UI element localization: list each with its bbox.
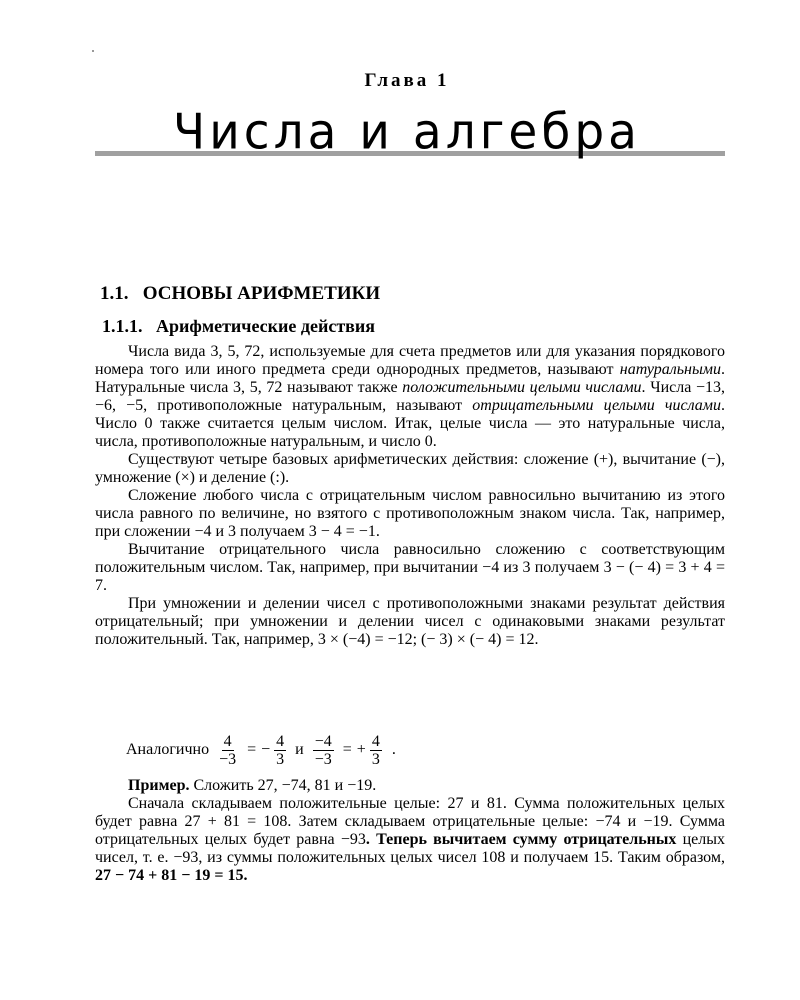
- example-label: Пример.: [128, 777, 190, 794]
- fraction-example: [126, 730, 396, 770]
- example-solution: [95, 795, 725, 885]
- paragraph-addition: Сложение любого числа с отрицательным числом равносильно вычитанию из этого числа равного по величине, но взятого с противоположным знаком числа. Так, например, при сложении −4 и 3 получаем 3 − 4 = −1.: [95, 487, 725, 540]
- text-run: целых чисел, т. е. −93, из суммы положительных целых чисел 108 и получаем 15. Таким образом,: [95, 831, 725, 866]
- scan-speck: [92, 50, 94, 52]
- example-task-text: Сложить 27, −74, 81 и −19.: [189, 777, 377, 794]
- fraction-1: [217, 733, 238, 768]
- equals-sign: =: [247, 741, 257, 758]
- equals-sign: =: [342, 741, 352, 758]
- fraction-denominator: −3: [219, 750, 237, 768]
- fraction-4: [370, 733, 382, 768]
- fraction-numerator: −4: [314, 732, 332, 750]
- minus-sign: −: [261, 741, 271, 758]
- chapter-title: Числа и алгебра: [173, 103, 641, 162]
- paragraph-subtraction: Вычитание отрицательного числа равносильно сложению с соответствующим положительным числом. Так, например, при вычитании −4 из 3 получаем 3 − (− 4) = 3 + 4 = 7.: [95, 541, 725, 594]
- bold-text: 27 − 74 + 81 − 19 = 15.: [95, 867, 248, 884]
- fraction-lead-text: Аналогично: [126, 741, 210, 758]
- section-heading: 1.1. ОСНОВЫ АРИФМЕТИКИ: [100, 283, 381, 304]
- paragraph-operations: Существуют четыре базовых арифметических действия: сложение (+), вычитание (−), умножение (×) и деление (:).: [95, 451, 725, 486]
- paragraph-natural-numbers: [95, 343, 725, 451]
- fraction-numerator: 4: [223, 732, 232, 750]
- text-run: . Числа −13, −6, −5, противоположные натуральным, называют: [95, 379, 726, 414]
- fraction-denominator: −3: [314, 750, 332, 768]
- fraction-2: [274, 733, 286, 768]
- italic-term: положительными целыми числами: [402, 379, 642, 396]
- paragraph-multiplication: При умножении и делении чисел с противоположными знаками результат действия отрицательный; при умножении и делении чисел с одинаковыми знаками результат положительный. Так, например, 3 × (−4) = −12; (− 3) × (− 4) = 12.: [95, 595, 725, 648]
- body-text: [95, 343, 725, 649]
- plus-sign: +: [356, 741, 366, 758]
- example-task: [95, 777, 725, 795]
- bold-text: . Теперь вычитаем сумму отрицательных: [365, 831, 677, 848]
- fraction-numerator: 4: [371, 732, 380, 750]
- subsection-heading: 1.1.1. Арифметические действия: [102, 316, 376, 336]
- conjunction: и: [295, 741, 304, 758]
- text-run: . Число 0 также считается целым числом. Итак, целые числа — это натуральные числа, числа, противоположные натуральным, и число 0.: [95, 397, 725, 450]
- text-run: Числа вида 3, 5, 72, используемые для счета предметов или для указания порядкового номера того или иного предмета среди однородных предметов, называют: [95, 343, 725, 378]
- fraction-denominator: 3: [276, 750, 285, 768]
- chapter-label: Глава 1: [364, 70, 450, 91]
- text-run: Сначала складываем положительные целые: 27 и 81. Сумма положительных целых будет равна 27 + 81 = 108. Затем складываем отрицательные целые: −74 и −19. Сумма отрицательных целых будет равна −93: [95, 795, 725, 848]
- fraction-denominator: 3: [371, 750, 380, 768]
- fraction-3: [313, 733, 334, 768]
- period: .: [391, 741, 396, 758]
- italic-term: отрицательными целыми числами: [472, 397, 721, 414]
- italic-term: натуральными: [619, 361, 721, 378]
- example-block: [95, 777, 725, 885]
- fraction-numerator: 4: [276, 732, 285, 750]
- text-run: . Натуральные числа 3, 5, 72 называют также: [95, 361, 725, 396]
